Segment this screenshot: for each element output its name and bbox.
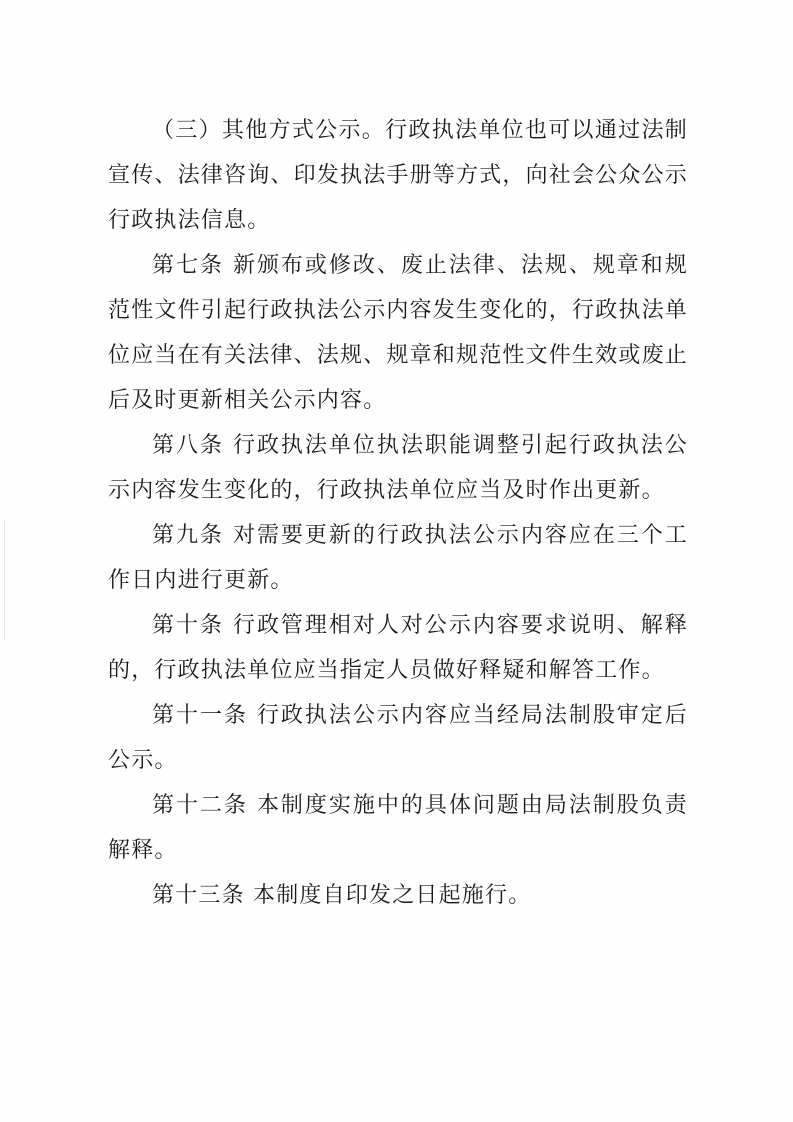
paragraph-article-10: 第十条 行政管理相对人对公示内容要求说明、解释的，行政执法单位应当指定人员做好释疑和解答工作。 bbox=[108, 613, 688, 683]
paragraph-article-12: 第十二条 本制度实施中的具体问题由局法制股负责解释。 bbox=[108, 793, 688, 863]
paragraph-article-11: 第十一条 行政执法公示内容应当经局法制股审定后公示。 bbox=[108, 703, 688, 773]
paragraph-article-9: 第九条 对需要更新的行政执法公示内容应在三个工作日内进行更新。 bbox=[108, 523, 688, 593]
paragraph-other-publicity: （三）其他方式公示。行政执法单位也可以通过法制宣传、法律咨询、印发执法手册等方式，向社会公众公示行政执法信息。 bbox=[108, 118, 689, 233]
paragraph-article-13: 第十三条 本制度自印发之日起施行。 bbox=[152, 883, 532, 908]
paragraph-article-7: 第七条 新颁布或修改、废止法律、法规、规章和规范性文件引起行政执法公示内容发生变化的，行政执法单位应当在有关法律、法规、规章和规范性文件生效或废止后及时更新相关公示内容。 bbox=[108, 253, 689, 413]
paragraph-article-8: 第八条 行政执法单位执法职能调整引起行政执法公示内容发生变化的，行政执法单位应当及时作出更新。 bbox=[108, 433, 688, 503]
document-body bbox=[108, 108, 688, 918]
scan-edge-mark bbox=[4, 520, 5, 640]
